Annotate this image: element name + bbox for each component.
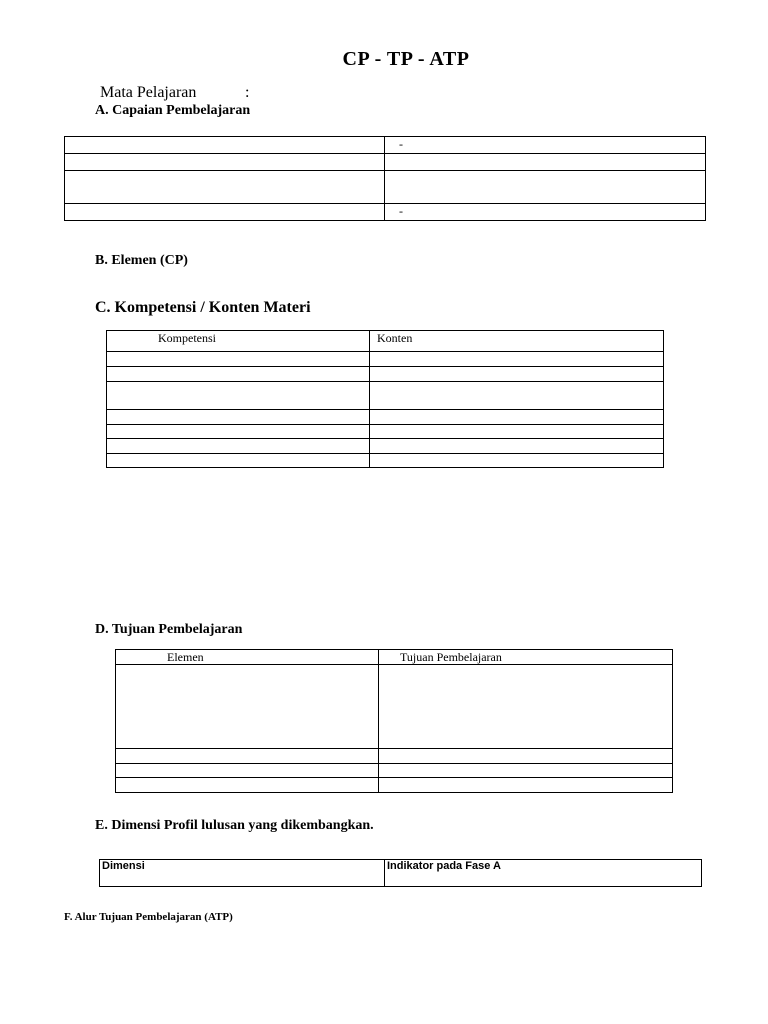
subject-label: Mata Pelajaran <box>100 84 197 101</box>
dimensi-table <box>99 859 702 887</box>
subject-colon: : <box>245 84 250 101</box>
table-cell <box>379 764 673 778</box>
table-cell <box>116 665 379 749</box>
table-cell <box>107 367 370 382</box>
table-cell <box>370 352 664 367</box>
table-cell <box>65 137 385 154</box>
table-cell <box>385 154 706 171</box>
table-row <box>65 154 706 171</box>
table-row <box>116 764 673 778</box>
table-row <box>65 137 706 154</box>
table-header-row <box>116 650 673 665</box>
table-cell <box>116 764 379 778</box>
section-d-heading: D. Tujuan Pembelajaran <box>95 622 243 637</box>
table-row <box>107 382 664 410</box>
kompetensi-table <box>106 330 664 468</box>
table-header-row <box>100 860 702 887</box>
table-cell <box>370 410 664 425</box>
table-cell <box>107 425 370 439</box>
dimensi-header: Dimensi <box>100 860 385 887</box>
table-cell <box>65 154 385 171</box>
table-cell <box>65 204 385 221</box>
table-cell <box>107 410 370 425</box>
table-row <box>107 367 664 382</box>
document-title: CP - TP - ATP <box>342 48 470 70</box>
table-row <box>107 454 664 468</box>
table-cell <box>65 171 385 204</box>
table-cell <box>379 749 673 764</box>
section-a-heading: A. Capaian Pembelajaran <box>95 103 251 118</box>
table-cell <box>107 454 370 468</box>
table-cell <box>379 778 673 793</box>
table-row <box>65 204 706 221</box>
table-cell <box>107 382 370 410</box>
table-row <box>107 410 664 425</box>
table-cell <box>385 171 706 204</box>
table-row <box>65 171 706 204</box>
tujuan-table <box>115 649 673 793</box>
table-row <box>107 425 664 439</box>
section-f-heading: F. Alur Tujuan Pembelajaran (ATP) <box>64 911 233 923</box>
section-c-heading: C. Kompetensi / Konten Materi <box>95 299 311 316</box>
section-b-heading: B. Elemen (CP) <box>95 253 188 268</box>
elemen-header: Elemen <box>116 650 379 665</box>
table-cell: - <box>385 137 706 154</box>
konten-header: Konten <box>370 331 664 352</box>
table-row <box>116 665 673 749</box>
table-row <box>107 352 664 367</box>
table-cell <box>370 367 664 382</box>
table-cell <box>107 439 370 454</box>
table-cell <box>370 439 664 454</box>
table-cell: - <box>385 204 706 221</box>
capaian-table <box>64 136 706 221</box>
table-header-row <box>107 331 664 352</box>
table-cell <box>107 352 370 367</box>
table-cell <box>116 778 379 793</box>
table-cell <box>370 454 664 468</box>
table-row <box>116 778 673 793</box>
table-cell <box>370 425 664 439</box>
table-cell <box>379 665 673 749</box>
table-cell <box>116 749 379 764</box>
tujuan-header: Tujuan Pembelajaran <box>379 650 673 665</box>
kompetensi-header: Kompetensi <box>107 331 370 352</box>
table-row <box>107 439 664 454</box>
section-e-heading: E. Dimensi Profil lulusan yang dikembangkan. <box>95 818 374 833</box>
table-row <box>116 749 673 764</box>
table-cell <box>370 382 664 410</box>
indikator-header: Indikator pada Fase A <box>385 860 702 887</box>
